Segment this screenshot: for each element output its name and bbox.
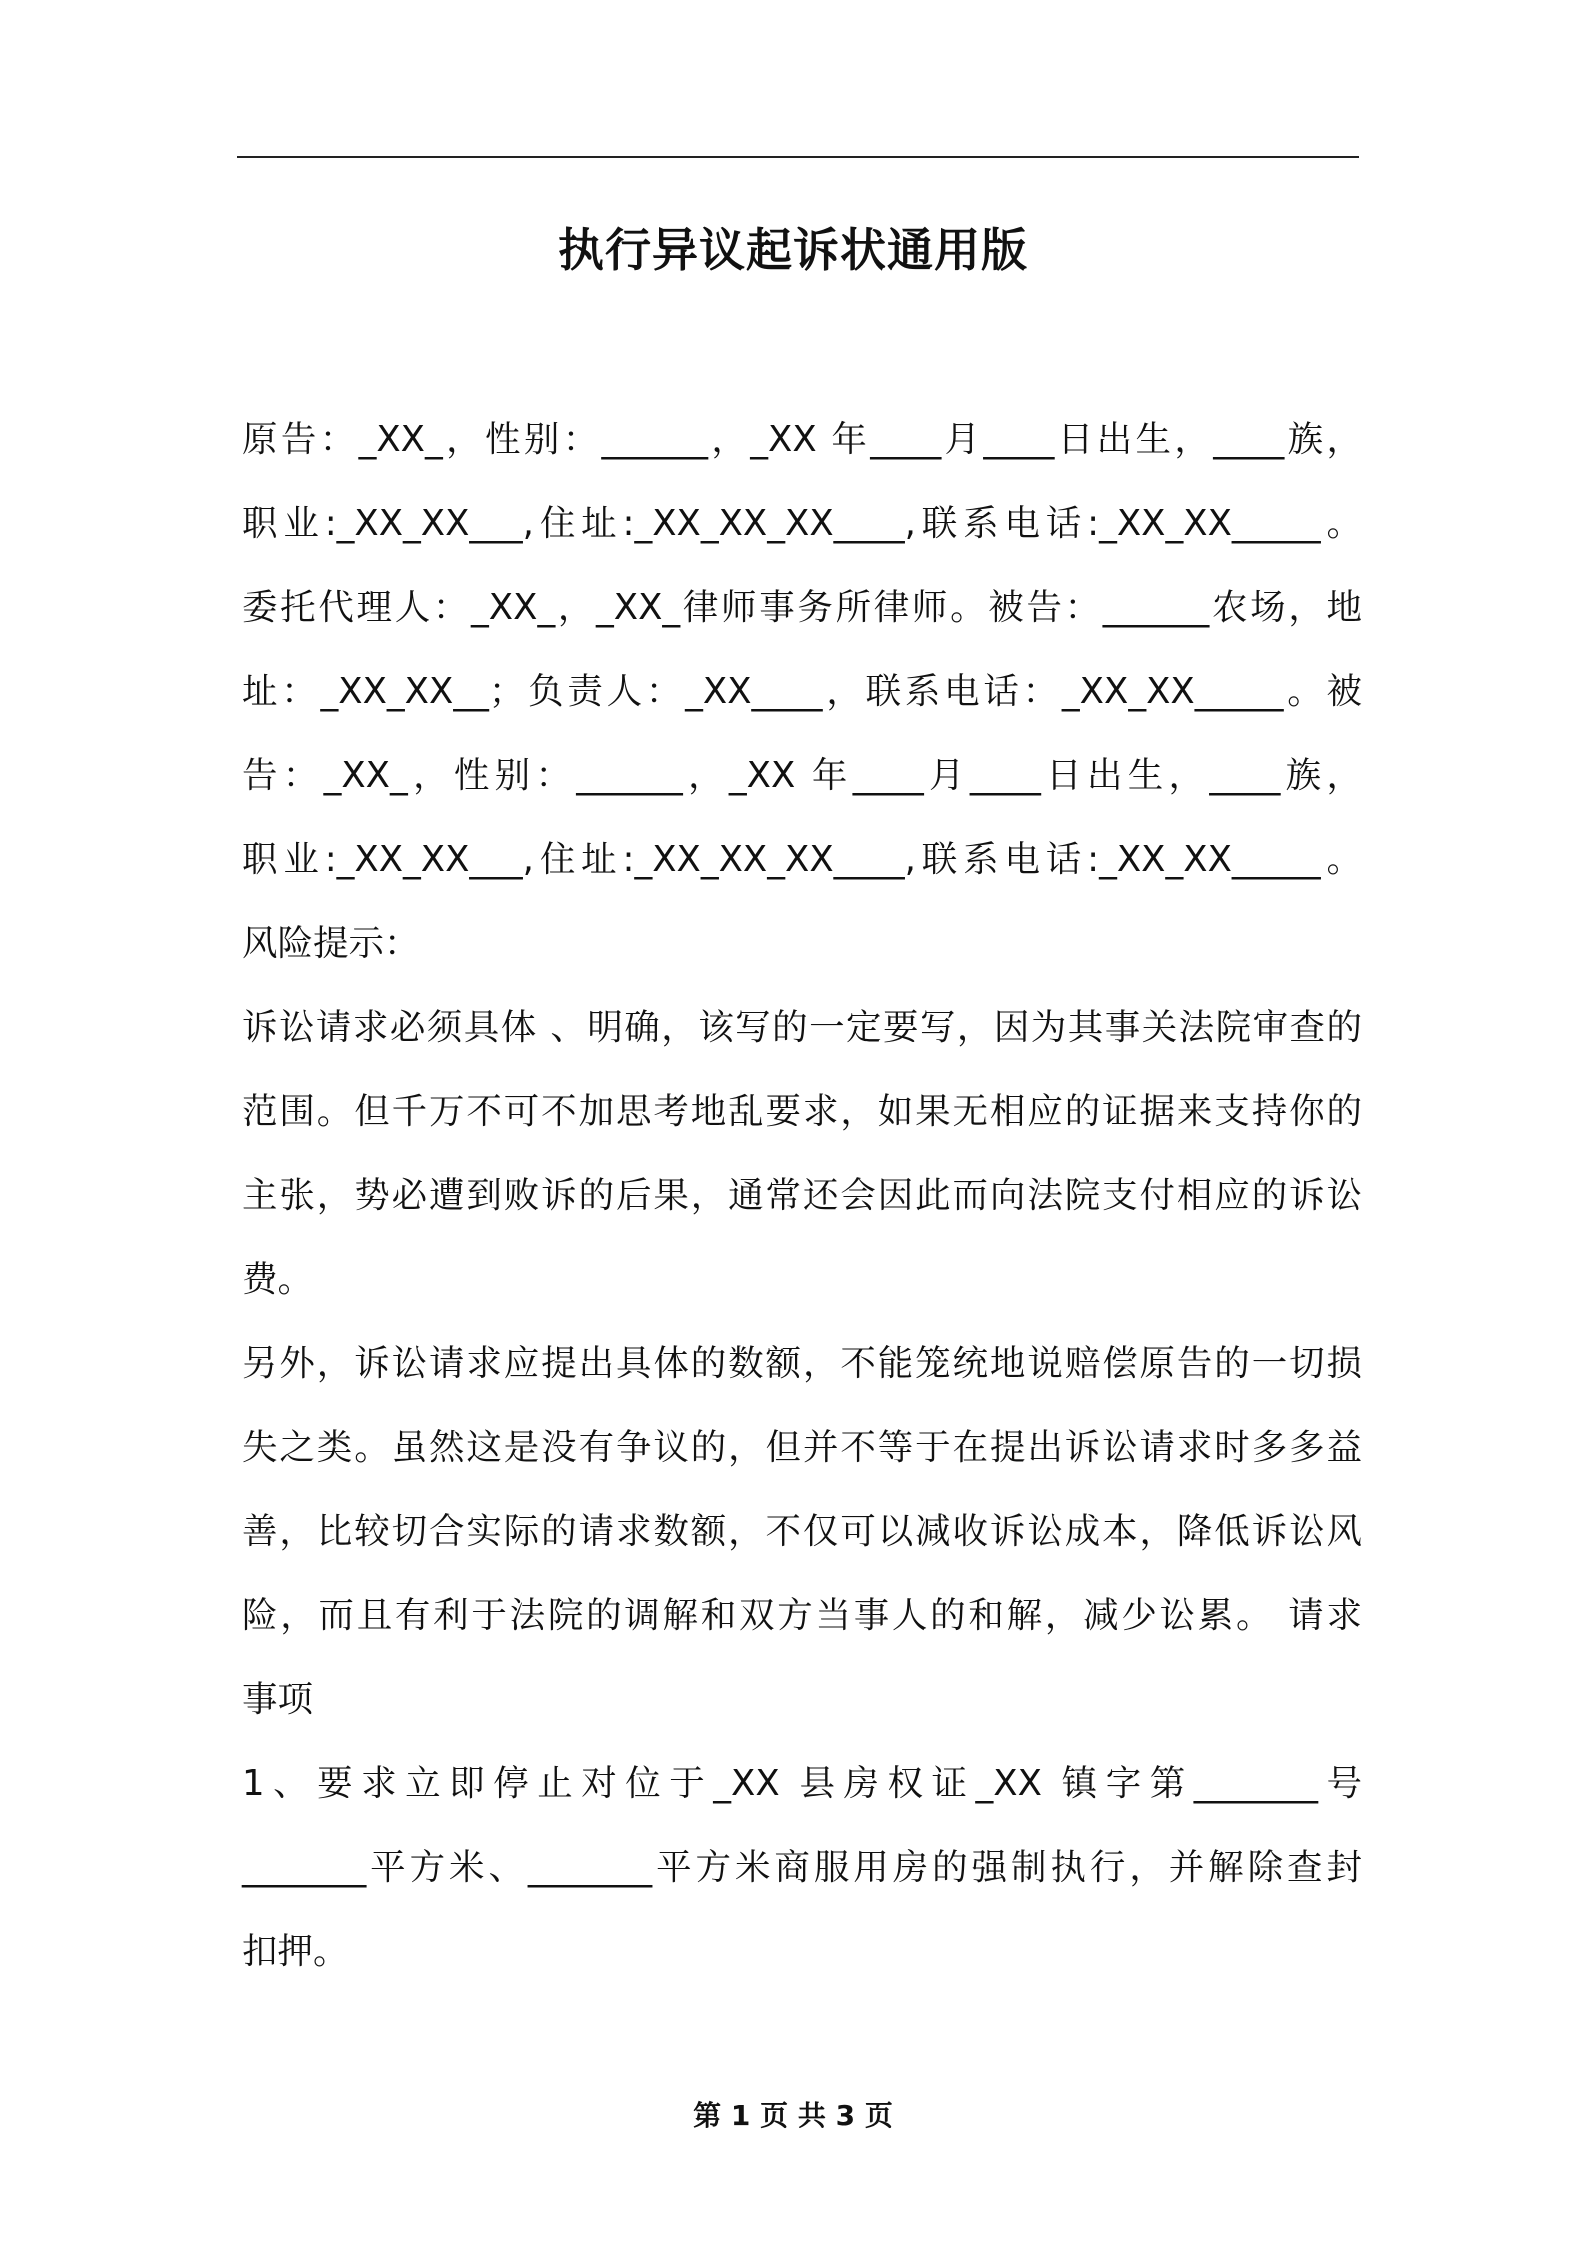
claim-item: 扣押。 — [242, 1931, 349, 1972]
body-line: 险，而且有利于法院的调解和双方当事人的和解，减少讼累。 请求 — [242, 1595, 1362, 1636]
body-line: 诉讼请求必须具体 、明确，该写的一定要写，因为其事关法院审查的 — [242, 1007, 1362, 1048]
body-line: 失之类。虽然这是没有争议的，但并不等于在提出诉讼请求时多多益 — [242, 1427, 1362, 1468]
body-line: 善，比较切合实际的请求数额，不仅可以减收诉讼成本，降低诉讼风 — [242, 1511, 1362, 1552]
document-body — [242, 398, 1362, 1994]
body-line: 职业:_XX_XX___,住址:_XX_XX_XX____,联系电话:_XX_XX_____。 — [242, 839, 1362, 880]
body-line: 费。 — [242, 1259, 314, 1300]
claim-item: 1、要求立即停止对位于_XX 县房权证_XX 镇字第_______号 — [242, 1763, 1362, 1804]
body-line: 委托代理人：_XX_，_XX_律师事务所律师。被告：______农场，地 — [242, 587, 1362, 628]
claim-item: _______平方米、_______平方米商服用房的强制执行，并解除查封 — [242, 1847, 1362, 1888]
body-line: 主张，势必遭到败诉的后果，通常还会因此而向法院支付相应的诉讼 — [242, 1175, 1362, 1216]
claims-heading: 事项 — [242, 1679, 314, 1720]
body-line: 址：_XX_XX__；负责人：_XX____，联系电话：_XX_XX_____。被 — [242, 671, 1362, 712]
page-number: 第 1 页 共 3 页 — [693, 2099, 893, 2132]
body-line: 原告：_XX_，性别：______，_XX 年____月____日出生，____族， — [242, 419, 1362, 460]
body-line: 告：_XX_，性别：______，_XX 年____月____日出生，____族， — [242, 755, 1362, 796]
body-line: 另外，诉讼请求应提出具体的数额，不能笼统地说赔偿原告的一切损 — [242, 1343, 1362, 1384]
body-line: 范围。但千万不可不加思考地乱要求，如果无相应的证据来支持你的 — [242, 1091, 1362, 1132]
body-line: 职业:_XX_XX___,住址:_XX_XX_XX____,联系电话:_XX_XX_____。 — [242, 503, 1362, 544]
document-title: 执行异议起诉状通用版 — [558, 223, 1028, 277]
risk-heading: 风险提示： — [242, 923, 420, 964]
header-rule — [237, 156, 1359, 158]
